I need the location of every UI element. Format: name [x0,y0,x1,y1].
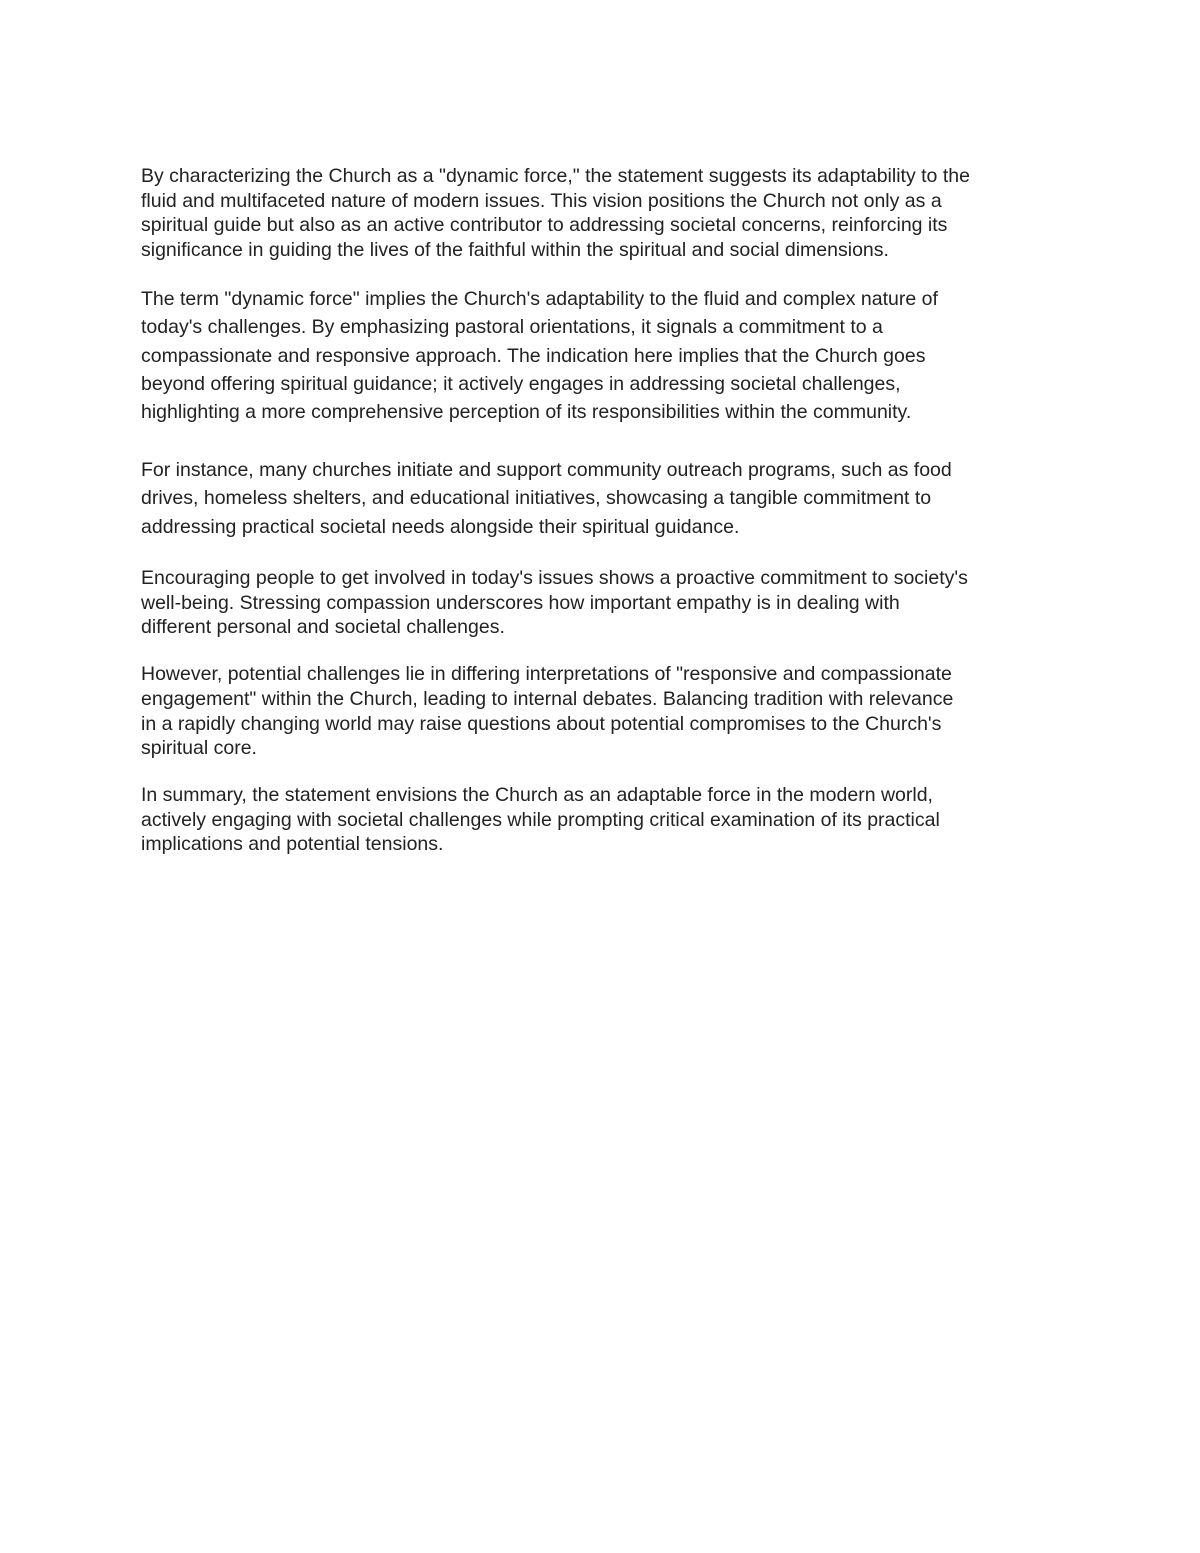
paragraph-line: today's challenges. By emphasizing pastoral orientations, it signals a commitment to a [141,316,883,339]
paragraph-line: different personal and societal challenges. [141,616,505,639]
paragraph-5 [141,662,1066,761]
paragraph-line: The term "dynamic force" implies the Church's adaptability to the fluid and complex nature of [141,287,938,310]
paragraph-4 [141,566,1066,640]
paragraph-3 [141,456,1066,541]
paragraph-line: engagement" within the Church, leading to internal debates. Balancing tradition with relevance [141,687,954,710]
paragraph-line: well-being. Stressing compassion underscores how important empathy is in dealing with [141,591,900,614]
paragraph-line: In summary, the statement envisions the Church as an adaptable force in the modern world, [141,783,933,806]
paragraph-line: addressing practical societal needs alongside their spiritual guidance. [141,515,740,538]
paragraph-6 [141,783,1066,857]
paragraph-line: fluid and multifaceted nature of modern issues. This vision positions the Church not only as a [141,189,942,212]
paragraph-line: beyond offering spiritual guidance; it actively engages in addressing societal challenges, [141,373,901,396]
paragraph-2 [141,285,1066,427]
paragraph-line: By characterizing the Church as a "dynamic force," the statement suggests its adaptability to the [141,165,970,187]
paragraph-1 [141,164,1066,263]
paragraph-line: spiritual core. [141,737,257,760]
paragraph-line: Encouraging people to get involved in today's issues shows a proactive commitment to society's [141,567,968,590]
document-body [141,164,1066,857]
paragraph-line: in a rapidly changing world may raise questions about potential compromises to the Church's [141,712,942,735]
paragraph-line: However, potential challenges lie in differing interpretations of "responsive and compassionate [141,663,952,686]
paragraph-line: highlighting a more comprehensive perception of its responsibilities within the community. [141,401,912,424]
paragraph-line: drives, homeless shelters, and educational initiatives, showcasing a tangible commitment to [141,487,932,510]
paragraph-line: compassionate and responsive approach. The indication here implies that the Church goes [141,344,926,367]
paragraph-line: significance in guiding the lives of the faithful within the spiritual and social dimensions. [141,239,889,262]
paragraph-line: spiritual guide but also as an active contributor to addressing societal concerns, reinforcing its [141,214,948,237]
paragraph-line: actively engaging with societal challenges while prompting critical examination of its practical [141,808,940,831]
paragraph-line: For instance, many churches initiate and support community outreach programs, such as food [141,458,952,481]
paragraph-line: implications and potential tensions. [141,833,444,856]
